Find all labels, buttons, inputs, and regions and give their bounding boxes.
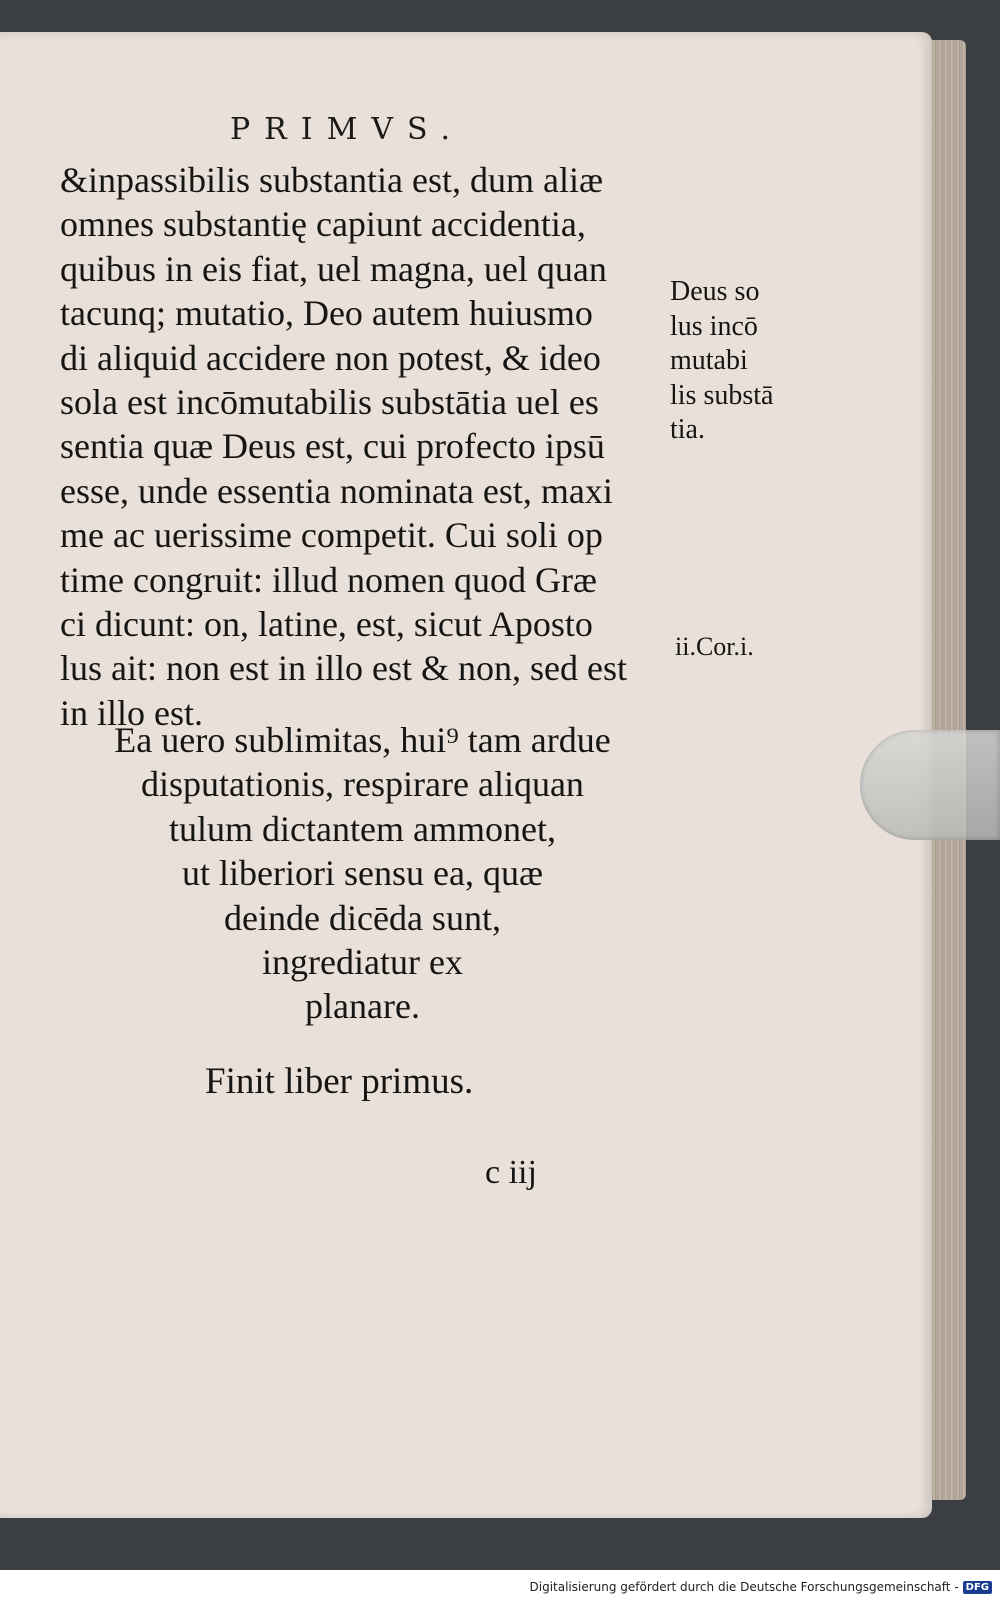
text-line: ci dicunt: on, latine, est, sicut Aposto	[60, 604, 593, 645]
closing-line: planare.	[305, 986, 420, 1027]
margin-note-line: tia.	[670, 414, 705, 445]
text-line: quibus in eis fiat, uel magna, uel quan	[60, 248, 607, 289]
footer-credit-text: Digitalisierung gefördert durch die Deutsche Forschungsgemeinschaft -	[529, 1580, 959, 1594]
margin-note	[670, 275, 773, 448]
closing-line: Ea uero sublimitas, hui⁹ tam ardue	[114, 720, 611, 760]
text-line: di aliquid accidere non potest, & ideo	[60, 337, 601, 378]
closing-line: tulum dictantem ammonet,	[169, 808, 556, 849]
margin-note-line: mutabi	[670, 345, 748, 376]
closing-line: ut liberiori sensu ea, quæ	[182, 853, 543, 894]
closing-line: ingrediatur ex	[262, 942, 463, 983]
margin-note-line: lus incō	[670, 310, 758, 342]
text-line: sola est incōmutabilis substātia uel es	[60, 382, 599, 423]
dfg-logo-icon: DFG	[963, 1581, 992, 1594]
closing-line: deinde dicēda sunt,	[224, 897, 501, 938]
margin-note-line: Deus so	[670, 276, 760, 307]
footer-credit	[530, 1580, 993, 1594]
text-line: sentia quæ Deus est, cui profecto ipsū	[60, 426, 605, 467]
text-line: esse, unde essentia nominata est, maxi	[60, 470, 613, 511]
text-line: lus ait: non est in illo est & non, sed est	[60, 648, 627, 689]
text-line: me ac uerissime competit. Cui soli op	[60, 515, 603, 556]
text-line: time congruit: illud nomen quod Græ	[60, 559, 597, 600]
margin-note-line: lis substā	[670, 379, 774, 411]
closing-paragraph	[60, 718, 665, 1029]
text-line: tacunq; mutatio, Deo autem huiusmo	[60, 293, 593, 334]
signature-mark: c iij	[485, 1154, 537, 1191]
text-line: in illo est.	[60, 692, 203, 733]
text-line: omnes substantię capiunt accidentia,	[60, 204, 586, 245]
closing-line: disputationis, respirare aliquan	[141, 764, 584, 805]
text-line: &inpassibilis substantia est, dum aliæ	[60, 160, 603, 200]
margin-reference: ii.Cor.i.	[675, 632, 754, 661]
page-clip-tab	[860, 730, 1000, 840]
explicit: Finit liber primus.	[205, 1061, 474, 1102]
running-head: PRIMVS.	[230, 112, 465, 147]
main-text	[60, 158, 665, 735]
